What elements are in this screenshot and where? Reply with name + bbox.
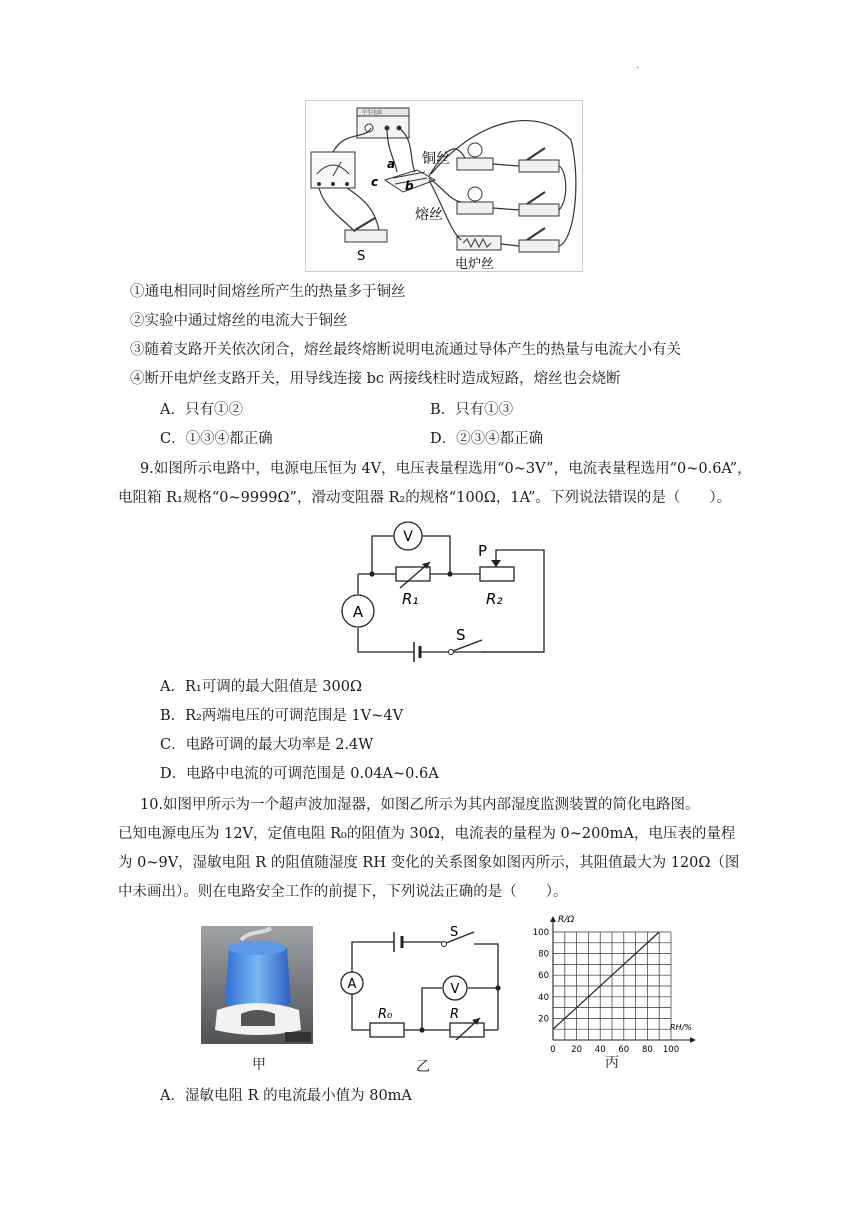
- x-tick-label: 60: [618, 1045, 630, 1055]
- heater-wire-icon: [457, 236, 501, 250]
- q8-statement-1: ①通电相同时间熔丝所产生的热量多于铜丝: [130, 284, 406, 300]
- r1-resistor-box: [396, 567, 430, 581]
- chart-grid: [553, 932, 671, 1040]
- switch-s-label: S: [357, 249, 366, 264]
- q8-option-a[interactable]: A．只有①②: [160, 402, 243, 418]
- x-tick-label: 100: [662, 1045, 680, 1055]
- q10-stem-line-2: 已知电源电压为 12V，定值电阻 R₀的阻值为 30Ω，电流表的量程为 0~200mA，电压表的量程: [118, 826, 736, 842]
- power-supply-label: 学生电源: [362, 110, 383, 116]
- r0-label: R₀: [378, 1007, 393, 1022]
- q8-statement-3: ③随着支路开关依次闭合，熔丝最终熔断说明电流通过导体产生的热量与电流大小有关: [130, 342, 681, 358]
- slider-p-label: P: [478, 542, 488, 560]
- switch-s-label: S: [450, 925, 459, 940]
- fuse-wire-label: 熔丝: [415, 207, 443, 223]
- y-tick-label: 60: [538, 971, 549, 982]
- y-tick-label: 40: [538, 992, 549, 1003]
- label-b: b: [405, 179, 414, 193]
- ammeter-label: A: [347, 977, 357, 992]
- r2-label: R₂: [486, 590, 503, 608]
- switch-s-label: S: [456, 626, 466, 644]
- header-dot: .: [636, 60, 640, 71]
- slider-arrow-icon: [491, 560, 501, 567]
- switch-icon: [442, 942, 447, 947]
- ammeter-label: A: [352, 603, 364, 621]
- q10-stem-line-4: 中未画出）。则在电路安全工作的前提下，下列说法正确的是（ ）。: [118, 884, 568, 900]
- q8-option-d[interactable]: D．②③④都正确: [430, 431, 544, 447]
- x-tick-label: 80: [641, 1045, 653, 1055]
- q8-statement-2: ②实验中通过熔丝的电流大于铜丝: [130, 313, 348, 329]
- humidity-resistance-chart: [528, 910, 704, 1058]
- q10-stem-line-3: 为 0~9V，湿敏电阻 R 的阻值随湿度 RH 变化的关系图象如图丙所示，其阻值最大为 120Ω（图: [118, 855, 740, 871]
- r1-label: R₁: [402, 590, 419, 608]
- y-tick-label: 20: [538, 1014, 549, 1025]
- label-c: c: [371, 175, 379, 189]
- q8-statement-4: ④断开电炉丝支路开关，用导线连接 bc 两接线柱时造成短路，熔丝也会烧断: [130, 371, 621, 387]
- fig-jia-label: 甲: [252, 1057, 266, 1073]
- q9-option-b[interactable]: B．R₂两端电压的可调范围是 1V~4V: [160, 708, 404, 724]
- chart-x-axis-label: RH/%: [670, 1023, 692, 1032]
- q10-stem-line-1: 10.如图甲所示为一个超声波加湿器，如图乙所示为其内部湿度监测装置的简化电路图。: [140, 797, 700, 813]
- q9-stem-line-2: 电阻箱 R₁规格“0~9999Ω”，滑动变阻器 R₂的规格“100Ω，1A”。下列说法错误的是（ ）。: [118, 490, 732, 506]
- x-axis-arrow: [690, 1037, 696, 1043]
- y-tick-label: 80: [538, 949, 549, 960]
- q8-option-c[interactable]: C．①③④都正确: [160, 431, 273, 447]
- chart-y-axis-label: R/Ω: [558, 915, 575, 925]
- x-tick-label: 40: [594, 1045, 606, 1055]
- fig-bing-label: 丙: [605, 1055, 619, 1071]
- x-tick-label: 20: [571, 1045, 583, 1055]
- q10-circuit-diagram: [338, 924, 506, 1040]
- x-tick-label: 0: [550, 1045, 556, 1055]
- humidifier-photo: [201, 926, 313, 1044]
- r2-resistor-box: [480, 567, 514, 581]
- fig-yi-label: 乙: [416, 1059, 430, 1075]
- q9-option-a[interactable]: A．R₁可调的最大阻值是 300Ω: [160, 679, 363, 695]
- y-axis-arrow: [550, 916, 556, 922]
- fuse-experiment-figure: [305, 100, 583, 272]
- switch-icon: [449, 650, 454, 655]
- q10-option-a[interactable]: A．湿敏电阻 R 的电流最小值为 80mA: [160, 1088, 412, 1104]
- r0-resistor-box: [370, 1023, 404, 1037]
- q9-stem-line-1: 9.如图所示电路中，电源电压恒为 4V，电压表量程选用“0~3V”，电流表量程选用“0~0.6A”，: [140, 461, 752, 477]
- chart-ticks: [533, 928, 679, 1055]
- ammeter-icon: [311, 152, 355, 188]
- q9-option-c[interactable]: C．电路可调的最大功率是 2.4W: [160, 737, 374, 753]
- series-line: [553, 932, 659, 1029]
- label-a: a: [387, 157, 396, 171]
- chart-series: [553, 932, 659, 1029]
- voltmeter-label: V: [403, 529, 413, 545]
- y-tick-label: 100: [532, 928, 549, 938]
- q9-option-d[interactable]: D．电路中电流的可调范围是 0.04A~0.6A: [160, 766, 439, 782]
- copper-wire-label: 铜丝: [422, 151, 450, 167]
- heater-wire-label: 电炉丝: [455, 257, 495, 272]
- voltmeter-label: V: [450, 982, 460, 997]
- q9-circuit-diagram: [338, 516, 550, 670]
- q8-option-b[interactable]: B．只有①③: [430, 402, 514, 418]
- r-label: R: [450, 1007, 460, 1022]
